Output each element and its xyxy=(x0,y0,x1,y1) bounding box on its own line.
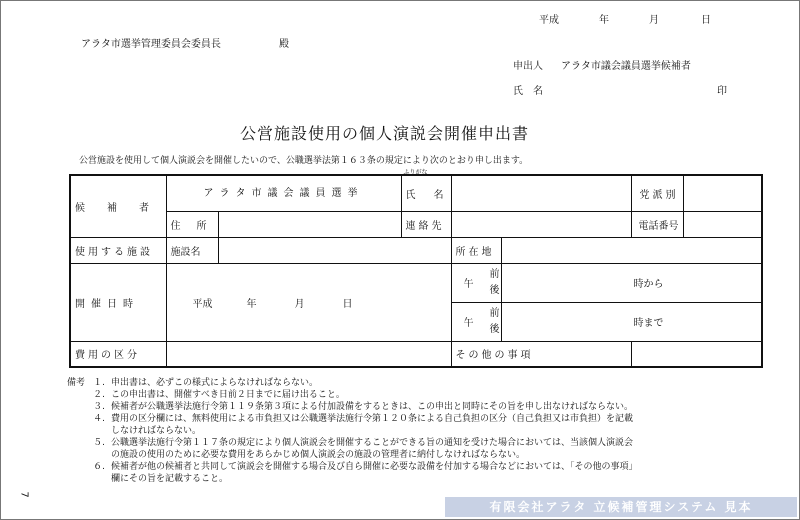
facility-label-cell xyxy=(70,237,166,263)
facility-name-label-cell xyxy=(166,237,218,263)
application-form-table xyxy=(69,169,763,368)
date-day-mark: 日 xyxy=(701,15,711,26)
applicant-name-label: 氏 名 xyxy=(513,86,543,97)
start-pm-mark: 後 xyxy=(489,284,500,296)
phone-field[interactable] xyxy=(683,211,762,237)
facility-name-field[interactable] xyxy=(218,237,451,263)
note-text: 費用の区分欄には、無料使用による市負担又は公職選挙法施行令第１２０条による自己負担の区分（自己負担又は市負担）を記載 しなければならない。 xyxy=(111,414,634,436)
addressee: アラタ市選挙管理委員会委員長 xyxy=(81,39,221,50)
end-ampm-cell[interactable] xyxy=(451,302,501,341)
note-text: 申出書は、必ずこの様式によらなければならない。 xyxy=(111,378,319,388)
intro-text: 公営施設を使用して個人演説会を開催したいので、公職選挙法第１６３条の規定により次のとおり申し出ます。 xyxy=(79,156,529,166)
note-number: ５. xyxy=(93,438,105,448)
document-title: 公営施設使用の個人演説会開催申出書 xyxy=(240,124,530,143)
other-field[interactable] xyxy=(631,341,762,367)
note-item xyxy=(85,461,638,485)
applicant-label: 申出人 xyxy=(513,61,543,72)
election-name-cell xyxy=(166,175,401,211)
cost-label-cell xyxy=(70,341,166,367)
phone-label-cell xyxy=(631,211,683,237)
other-label: その他の事項 xyxy=(455,350,534,362)
contact-field[interactable] xyxy=(451,211,631,237)
sample-watermark-banner: 有限会社アラタ 立候補管理システム 見本 xyxy=(445,497,797,517)
date-field-month: 月 xyxy=(294,298,305,310)
furigana-label: ふりがな xyxy=(403,169,428,176)
contact-label: 連絡先 xyxy=(405,220,445,232)
candidate-label-cell xyxy=(70,175,166,237)
note-number: ４. xyxy=(93,414,105,424)
date-field[interactable] xyxy=(166,263,451,341)
note-text: 候補者が他の候補者と共同して演説会を開催する場合及び自ら開催に必要な設備を付加する場合などにおいては、「その他の事項」 欄にその旨を記載すること。 xyxy=(111,462,638,484)
datetime-label: 開催日時 xyxy=(75,298,139,310)
facility-name-label: 施設名 xyxy=(170,246,201,258)
note-item xyxy=(85,413,638,437)
party-label-cell xyxy=(631,175,683,211)
date-field-year: 年 xyxy=(246,298,257,310)
cost-field[interactable] xyxy=(166,341,451,367)
start-gozen-mark: 午 xyxy=(463,279,474,290)
facility-label: 使用する施設 xyxy=(75,246,153,258)
start-am-mark: 前 xyxy=(489,268,500,280)
addressee-honorific: 殿 xyxy=(279,39,289,50)
notes-section xyxy=(67,377,638,485)
end-gozen-mark: 午 xyxy=(463,318,474,329)
note-text: 候補者が公職選挙法施行令第１１９条第３項による付加設備をするときは、この申出と同時にその旨を申し出なければならない。 xyxy=(111,402,634,412)
applicant-value: アラタ市議会議員選挙候補者 xyxy=(561,61,691,72)
note-number: ２. xyxy=(93,390,105,400)
note-item xyxy=(85,389,638,401)
note-item xyxy=(85,401,638,413)
date-month-mark: 月 xyxy=(649,15,659,26)
candidate-label: 候 補 者 xyxy=(75,202,155,214)
location-label-cell xyxy=(451,237,501,263)
end-until-label: 時まで xyxy=(633,318,664,329)
note-text: この申出書は、開催すべき日前２日までに届け出ること。 xyxy=(111,390,345,400)
candidate-name-field[interactable] xyxy=(451,175,631,211)
location-label: 所在地 xyxy=(455,246,495,258)
note-number: ３. xyxy=(93,402,105,412)
datetime-label-cell xyxy=(70,263,166,341)
address-field[interactable] xyxy=(218,211,401,237)
cost-label: 費用の区分 xyxy=(75,350,140,362)
party-label: 党派別 xyxy=(639,189,679,201)
note-number: １. xyxy=(93,378,105,388)
address-label-cell xyxy=(166,211,218,237)
start-ampm-cell[interactable] xyxy=(451,263,501,302)
election-name: アラタ市議会議員選挙 xyxy=(203,188,364,199)
seal-mark: 印 xyxy=(717,86,727,97)
end-am-mark: 前 xyxy=(489,307,500,319)
note-number: ６. xyxy=(93,462,105,472)
start-time-field[interactable] xyxy=(501,263,762,302)
note-item xyxy=(85,377,638,389)
address-label: 住 所 xyxy=(170,220,210,232)
contact-label-cell xyxy=(401,211,451,237)
date-era: 平成 xyxy=(539,15,559,26)
notes-lead: 備考 xyxy=(67,378,86,388)
note-text: 公職選挙法施行令第１１７条の規定により個人演説会を開催することができる旨の通知を受けた場合においては、当該個人演説会 の施設の使用のために必要な費用をあらかじめ個人演説会の施設の管理者に納付しなければならない。 xyxy=(111,438,634,460)
start-from-label: 時から xyxy=(633,279,664,290)
end-time-field[interactable] xyxy=(501,302,762,341)
candidate-name-label: 氏 名 xyxy=(405,189,448,201)
phone-label: 電話番号 xyxy=(638,220,679,232)
candidate-name-label-cell xyxy=(401,169,451,211)
location-field[interactable] xyxy=(501,237,762,263)
date-field-day: 日 xyxy=(342,298,353,310)
date-field-era: 平成 xyxy=(192,298,213,310)
party-field[interactable] xyxy=(683,175,762,211)
end-pm-mark: 後 xyxy=(489,323,500,335)
page-number: 7 xyxy=(18,491,30,498)
note-item xyxy=(85,437,638,461)
other-label-cell xyxy=(451,341,631,367)
date-year-mark: 年 xyxy=(599,15,609,26)
